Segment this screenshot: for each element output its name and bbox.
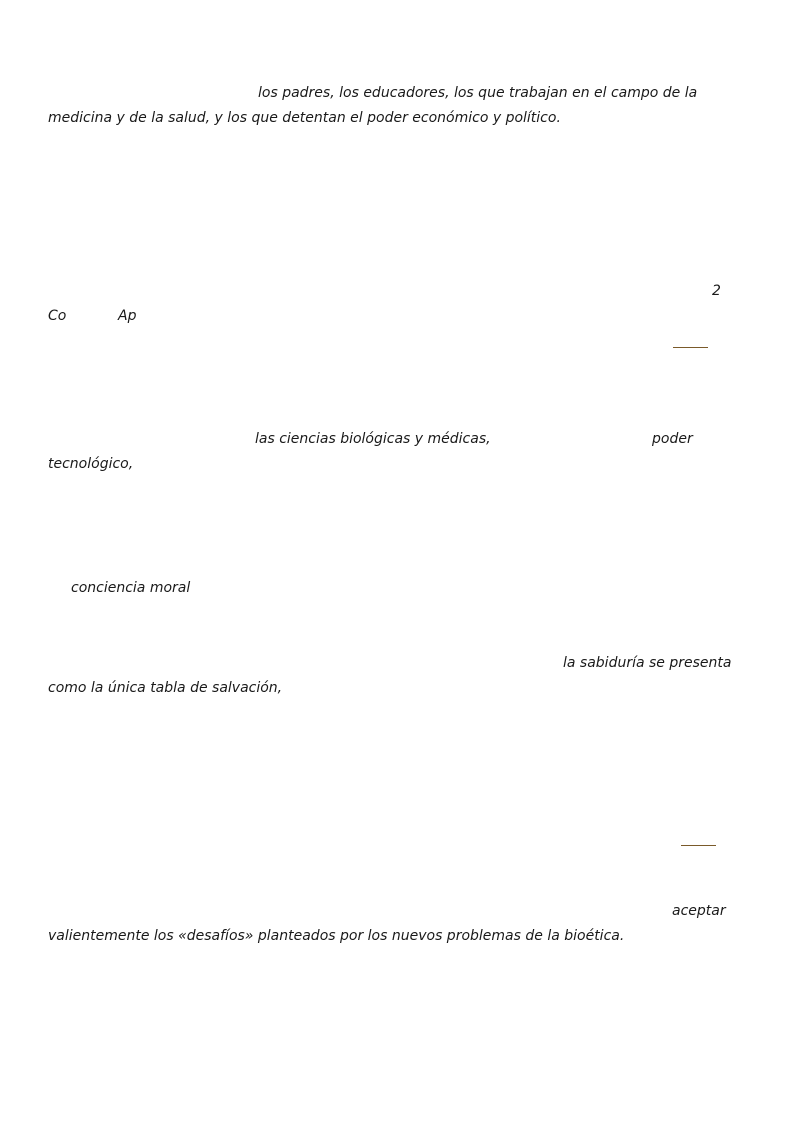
text-fragment: conciencia moral	[71, 580, 191, 596]
text-fragment: los padres, los educadores, los que trabajan en el campo de la	[258, 85, 698, 101]
text-fragment: las ciencias biológicas y médicas,	[255, 431, 491, 447]
text-fragment: poder	[652, 431, 693, 447]
underline-mark	[673, 347, 708, 348]
text-fragment: valientemente los «desafíos» planteados por los nuevos problemas de la bioética.	[48, 928, 625, 944]
text-fragment: como la única tabla de salvación,	[48, 680, 283, 696]
text-fragment: medicina y de la salud, y los que detentan el poder económico y político.	[48, 110, 561, 126]
text-fragment: aceptar	[672, 903, 726, 919]
text-fragment: tecnológico,	[48, 456, 134, 472]
text-fragment: Ap	[118, 308, 137, 324]
footnote-marker: 2	[712, 283, 721, 299]
text-fragment: la sabiduría se presenta	[563, 655, 732, 671]
text-fragment: Co	[48, 308, 67, 324]
underline-mark	[681, 845, 716, 846]
